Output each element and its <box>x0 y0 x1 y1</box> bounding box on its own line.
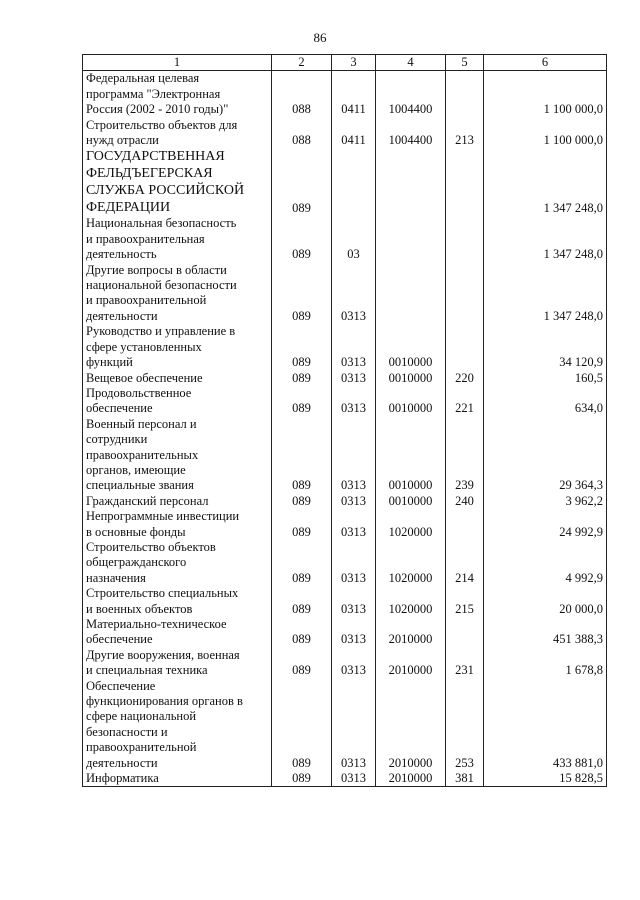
target-article-cell <box>376 71 446 118</box>
target-article-cell <box>376 540 446 586</box>
target-article-cell-text: 2010000 <box>388 771 433 786</box>
expense-type-cell <box>446 216 484 262</box>
target-article-cell <box>376 148 446 216</box>
budget-table <box>82 54 607 787</box>
amount-cell <box>484 494 607 509</box>
expense-type-cell <box>446 771 484 787</box>
section-code-cell-text: 0313 <box>341 370 366 385</box>
row-name-cell-text: Строительство объектов общегражданского назначения <box>86 539 216 585</box>
ministry-code-cell <box>272 494 332 509</box>
target-article-cell-text: 1004400 <box>388 102 433 117</box>
target-article-cell-text: 2010000 <box>388 755 433 770</box>
target-article-cell-text: 0010000 <box>388 401 433 416</box>
ministry-code-cell-text: 089 <box>292 601 311 616</box>
section-code-cell-text: 0313 <box>341 663 366 678</box>
ministry-code-cell-text: 089 <box>292 370 311 385</box>
row-name-cell <box>83 586 272 617</box>
ministry-code-cell <box>272 324 332 370</box>
expense-type-cell <box>446 540 484 586</box>
ministry-code-cell <box>272 617 332 648</box>
amount-cell <box>484 118 607 149</box>
ministry-code-cell <box>272 216 332 262</box>
ministry-code-cell <box>272 118 332 149</box>
table-body <box>83 71 607 787</box>
row-name-cell <box>83 679 272 771</box>
section-code-cell-text: 0411 <box>341 133 366 148</box>
section-code-cell <box>332 771 376 787</box>
ministry-code-cell <box>272 417 332 494</box>
target-article-cell <box>376 216 446 262</box>
target-article-cell-text: 1020000 <box>388 524 433 539</box>
section-code-cell-text: 0313 <box>341 632 366 647</box>
row-name-cell-text: Другие вопросы в области национальной безопасности и правоохранительной деятельности <box>86 262 237 323</box>
ministry-code-cell <box>272 509 332 540</box>
ministry-code-cell-text: 089 <box>292 570 311 585</box>
ministry-code-cell-text: 089 <box>292 401 311 416</box>
row-name-cell-text: Военный персонал и сотрудники правоохранительных органов, имеющие специальные звания <box>86 416 199 493</box>
target-article-cell <box>376 586 446 617</box>
row-name-cell-text: Обеспечение функционирования органов в сфере национальной безопасности и правоохранительной деятельности <box>86 678 243 770</box>
amount-cell <box>484 540 607 586</box>
section-code-cell <box>332 216 376 262</box>
target-article-cell-text: 1020000 <box>388 570 433 585</box>
amount-cell-text: 1 100 000,0 <box>543 102 603 117</box>
amount-cell-text: 4 992,9 <box>565 570 603 585</box>
section-code-cell <box>332 494 376 509</box>
ministry-code-cell <box>272 771 332 787</box>
table-row <box>83 679 607 771</box>
target-article-cell-text: 0010000 <box>388 355 433 370</box>
amount-cell <box>484 263 607 325</box>
row-name-cell-text: Продовольственное обеспечение <box>86 385 192 416</box>
row-name-cell-text: Федеральная целевая программа "Электронная Россия (2002 - 2010 годы)" <box>86 71 229 117</box>
column-header-4: 4 <box>376 55 446 71</box>
expense-type-cell-text: 240 <box>455 493 474 508</box>
row-name-cell-text: ГОСУДАРСТВЕННАЯ ФЕЛЬДЪЕГЕРСКАЯ СЛУЖБА РОССИЙСКОЙ ФЕДЕРАЦИИ <box>86 149 245 216</box>
section-code-cell <box>332 148 376 216</box>
row-name-cell <box>83 648 272 679</box>
section-code-cell-text: 0313 <box>341 524 366 539</box>
target-article-cell-text: 0010000 <box>388 370 433 385</box>
row-name-cell <box>83 148 272 216</box>
amount-cell <box>484 417 607 494</box>
row-name-cell-text: Гражданский персонал <box>86 493 209 508</box>
target-article-cell <box>376 386 446 417</box>
expense-type-cell <box>446 586 484 617</box>
expense-type-cell <box>446 386 484 417</box>
ministry-code-cell-text: 089 <box>292 355 311 370</box>
amount-cell <box>484 679 607 771</box>
amount-cell <box>484 771 607 787</box>
table-row <box>83 586 607 617</box>
row-name-cell-text: Материально-техническое обеспечение <box>86 617 227 647</box>
section-code-cell <box>332 417 376 494</box>
row-name-cell <box>83 617 272 648</box>
ministry-code-cell <box>272 263 332 325</box>
target-article-cell <box>376 679 446 771</box>
row-name-cell-text: Строительство специальных и военных объектов <box>86 586 239 616</box>
target-article-cell <box>376 494 446 509</box>
amount-cell <box>484 617 607 648</box>
expense-type-cell <box>446 371 484 386</box>
amount-cell-text: 34 120,9 <box>559 355 603 370</box>
target-article-cell <box>376 263 446 325</box>
amount-cell-text: 160,5 <box>574 370 603 385</box>
amount-cell <box>484 71 607 118</box>
target-article-cell <box>376 417 446 494</box>
section-code-cell-text: 0313 <box>341 308 366 323</box>
table-row <box>83 386 607 417</box>
expense-type-cell <box>446 71 484 118</box>
table-row <box>83 371 607 386</box>
expense-type-cell <box>446 324 484 370</box>
expense-type-cell-text: 220 <box>455 370 474 385</box>
target-article-cell-text: 1004400 <box>388 133 433 148</box>
ministry-code-cell-text: 089 <box>292 755 311 770</box>
table-row <box>83 216 607 262</box>
row-name-cell <box>83 771 272 787</box>
section-code-cell-text: 0313 <box>341 355 366 370</box>
amount-cell-text: 634,0 <box>574 401 603 416</box>
ministry-code-cell <box>272 148 332 216</box>
ministry-code-cell-text: 089 <box>292 663 311 678</box>
amount-cell-text: 433 881,0 <box>553 755 603 770</box>
amount-cell-text: 1 347 248,0 <box>543 247 603 262</box>
row-name-cell <box>83 263 272 325</box>
row-name-cell <box>83 386 272 417</box>
row-name-cell <box>83 371 272 386</box>
section-code-cell-text: 03 <box>347 247 360 262</box>
section-code-cell-text: 0313 <box>341 755 366 770</box>
table-row <box>83 509 607 540</box>
row-name-cell <box>83 540 272 586</box>
expense-type-cell <box>446 118 484 149</box>
section-code-cell-text: 0313 <box>341 601 366 616</box>
row-name-cell-text: Национальная безопасность и правоохранительная деятельность <box>86 216 237 262</box>
amount-cell <box>484 648 607 679</box>
section-code-cell <box>332 371 376 386</box>
row-name-cell-text: Вещевое обеспечение <box>86 370 203 385</box>
target-article-cell <box>376 648 446 679</box>
table-row <box>83 617 607 648</box>
row-name-cell <box>83 71 272 118</box>
section-code-cell <box>332 648 376 679</box>
target-article-cell <box>376 324 446 370</box>
page-number: 86 <box>313 30 327 45</box>
table-header-row <box>83 55 607 71</box>
section-code-cell-text: 0411 <box>341 102 366 117</box>
amount-cell-text: 24 992,9 <box>559 524 603 539</box>
ministry-code-cell <box>272 648 332 679</box>
expense-type-cell <box>446 494 484 509</box>
ministry-code-cell-text: 089 <box>292 308 311 323</box>
row-name-cell <box>83 494 272 509</box>
expense-type-cell-text: 381 <box>455 771 474 786</box>
ministry-code-cell-text: 089 <box>292 771 311 786</box>
table-row <box>83 648 607 679</box>
section-code-cell <box>332 540 376 586</box>
section-code-cell-text: 0313 <box>341 401 366 416</box>
expense-type-cell <box>446 417 484 494</box>
target-article-cell <box>376 617 446 648</box>
ministry-code-cell-text: 088 <box>292 133 311 148</box>
amount-cell <box>484 509 607 540</box>
row-name-cell-text: Информатика <box>86 771 159 786</box>
amount-cell <box>484 148 607 216</box>
expense-type-cell <box>446 263 484 325</box>
section-code-cell-text: 0313 <box>341 478 366 493</box>
table-row <box>83 540 607 586</box>
amount-cell-text: 3 962,2 <box>565 493 603 508</box>
section-code-cell <box>332 324 376 370</box>
table-row <box>83 771 607 787</box>
ministry-code-cell <box>272 586 332 617</box>
expense-type-cell-text: 215 <box>455 601 474 616</box>
section-code-cell-text: 0313 <box>341 771 366 786</box>
ministry-code-cell <box>272 371 332 386</box>
column-header-5: 5 <box>446 55 484 71</box>
section-code-cell <box>332 586 376 617</box>
column-header-1: 1 <box>83 55 272 71</box>
ministry-code-cell <box>272 386 332 417</box>
amount-cell-text: 29 364,3 <box>559 478 603 493</box>
target-article-cell <box>376 118 446 149</box>
section-code-cell <box>332 679 376 771</box>
amount-cell-text: 1 347 248,0 <box>543 308 603 323</box>
amount-cell-text: 451 388,3 <box>553 632 603 647</box>
row-name-cell <box>83 216 272 262</box>
ministry-code-cell <box>272 71 332 118</box>
table-row <box>83 494 607 509</box>
ministry-code-cell-text: 089 <box>292 524 311 539</box>
target-article-cell-text: 1020000 <box>388 601 433 616</box>
section-code-cell <box>332 263 376 325</box>
target-article-cell-text: 2010000 <box>388 663 433 678</box>
ministry-code-cell-text: 089 <box>292 201 311 216</box>
amount-cell-text: 1 100 000,0 <box>543 133 603 148</box>
amount-cell <box>484 386 607 417</box>
target-article-cell <box>376 771 446 787</box>
ministry-code-cell-text: 089 <box>292 478 311 493</box>
column-header-6: 6 <box>484 55 607 71</box>
expense-type-cell-text: 221 <box>455 401 474 416</box>
table-row <box>83 71 607 118</box>
expense-type-cell-text: 239 <box>455 478 474 493</box>
ministry-code-cell <box>272 540 332 586</box>
table-row <box>83 148 607 216</box>
amount-cell <box>484 586 607 617</box>
table-row <box>83 417 607 494</box>
expense-type-cell <box>446 509 484 540</box>
row-name-cell-text: Строительство объектов для нужд отрасли <box>86 117 238 148</box>
amount-cell-text: 15 828,5 <box>559 771 603 786</box>
table-row <box>83 324 607 370</box>
section-code-cell <box>332 118 376 149</box>
target-article-cell-text: 0010000 <box>388 493 433 508</box>
target-article-cell-text: 2010000 <box>388 632 433 647</box>
row-name-cell <box>83 417 272 494</box>
target-article-cell-text: 0010000 <box>388 478 433 493</box>
row-name-cell-text: Руководство и управление в сфере установленных функций <box>86 324 236 370</box>
amount-cell <box>484 216 607 262</box>
amount-cell-text: 1 347 248,0 <box>543 201 603 216</box>
section-code-cell <box>332 71 376 118</box>
section-code-cell <box>332 617 376 648</box>
expense-type-cell <box>446 648 484 679</box>
amount-cell-text: 1 678,8 <box>565 663 603 678</box>
row-name-cell-text: Непрограммные инвестиции в основные фонды <box>86 509 240 539</box>
amount-cell <box>484 371 607 386</box>
expense-type-cell <box>446 148 484 216</box>
ministry-code-cell-text: 089 <box>292 493 311 508</box>
amount-cell-text: 20 000,0 <box>559 601 603 616</box>
row-name-cell <box>83 324 272 370</box>
row-name-cell <box>83 118 272 149</box>
expense-type-cell-text: 231 <box>455 663 474 678</box>
table-row <box>83 118 607 149</box>
expense-type-cell-text: 253 <box>455 755 474 770</box>
expense-type-cell <box>446 679 484 771</box>
column-header-2: 2 <box>272 55 332 71</box>
ministry-code-cell-text: 089 <box>292 247 311 262</box>
expense-type-cell <box>446 617 484 648</box>
ministry-code-cell-text: 088 <box>292 102 311 117</box>
column-header-3: 3 <box>332 55 376 71</box>
section-code-cell-text: 0313 <box>341 493 366 508</box>
row-name-cell <box>83 509 272 540</box>
section-code-cell <box>332 509 376 540</box>
row-name-cell-text: Другие вооружения, военная и специальная техника <box>86 647 240 678</box>
expense-type-cell-text: 214 <box>455 570 474 585</box>
ministry-code-cell-text: 089 <box>292 632 311 647</box>
expense-type-cell-text: 213 <box>455 133 474 148</box>
section-code-cell <box>332 386 376 417</box>
table-row <box>83 263 607 325</box>
target-article-cell <box>376 371 446 386</box>
target-article-cell <box>376 509 446 540</box>
amount-cell <box>484 324 607 370</box>
ministry-code-cell <box>272 679 332 771</box>
section-code-cell-text: 0313 <box>341 570 366 585</box>
